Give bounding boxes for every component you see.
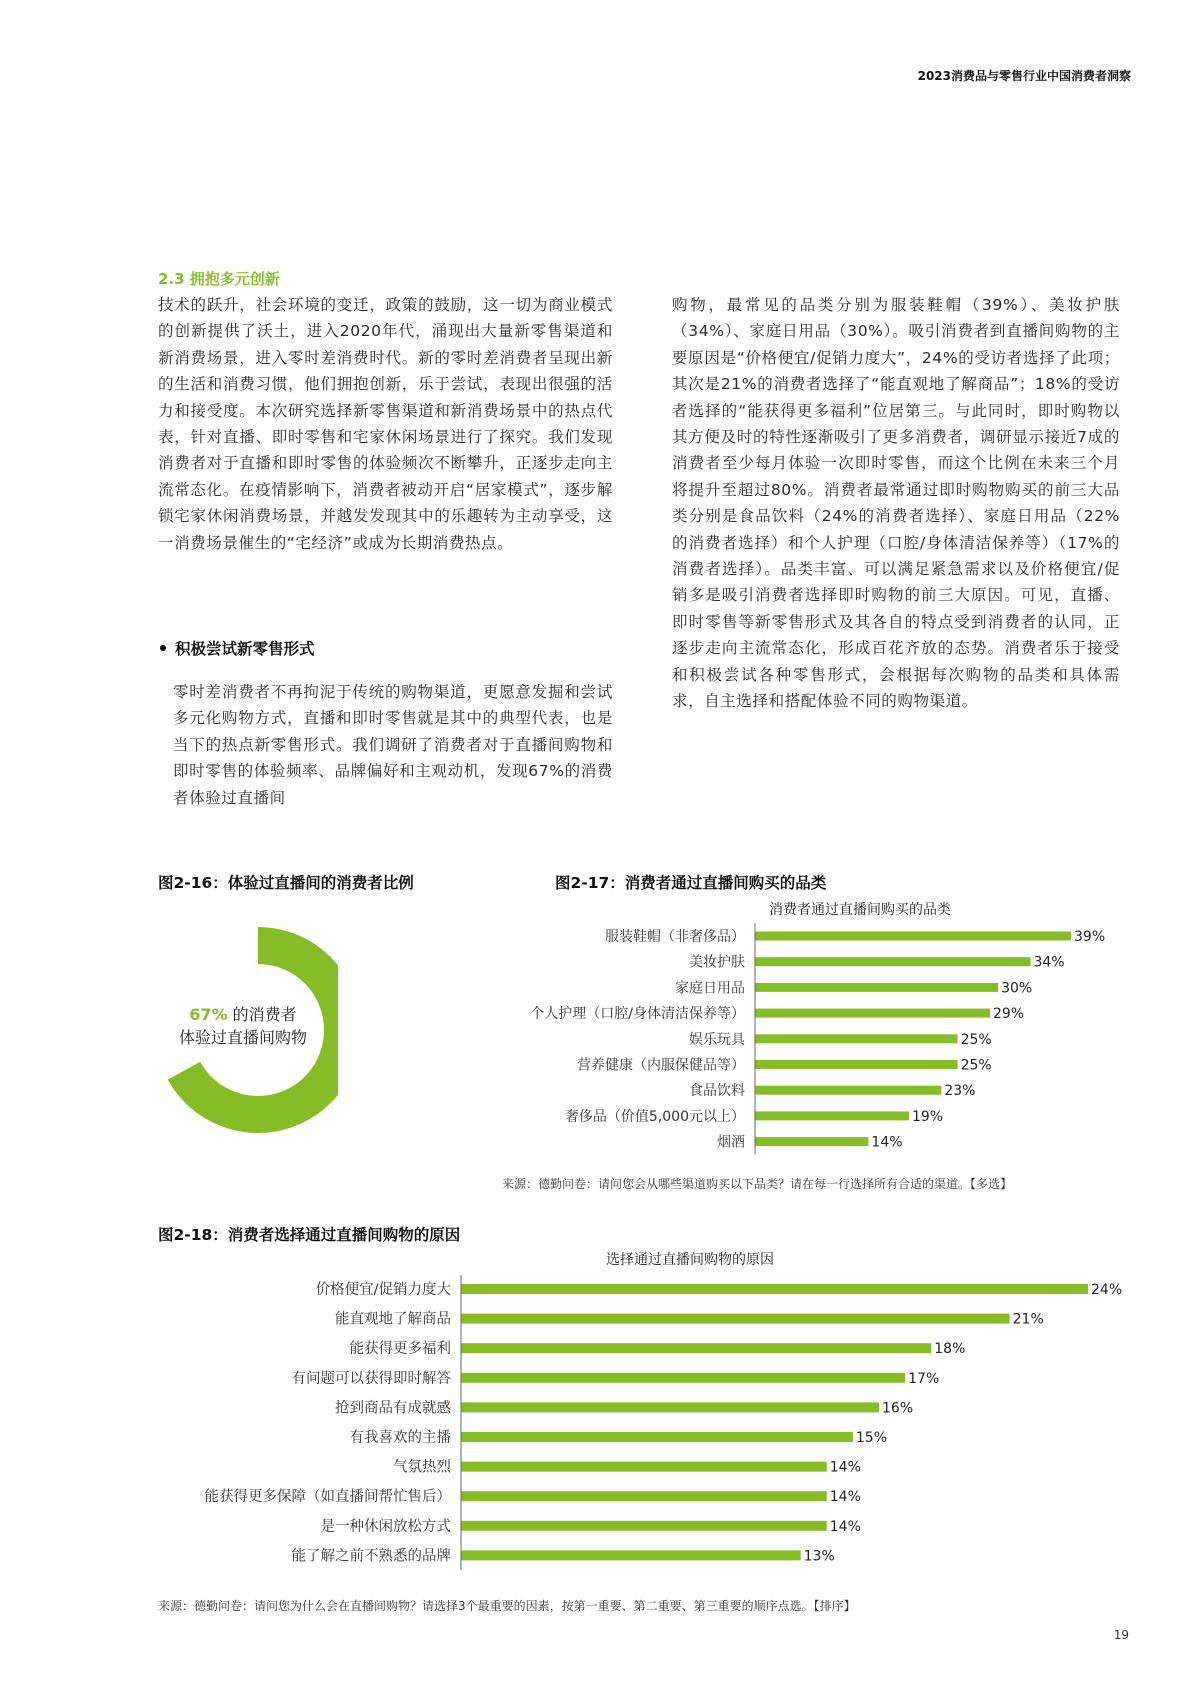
- category-label: 有问题可以获得即时解答: [291, 1370, 451, 1387]
- category-label: 能直观地了解商品: [335, 1311, 451, 1328]
- figure-2-16-title: 图2-16：体验过直播间的消费者比例: [158, 874, 414, 892]
- category-label: 服装鞋帽（非奢侈品）: [605, 929, 745, 945]
- chart-2-17-svg: [440, 922, 1130, 1162]
- category-label: 娱乐玩具: [689, 1031, 745, 1048]
- body-paragraph-new-retail: 零时差消费者不再拘泥于传统的购物渠道，更愿意发掘和尝试多元化购物方式，直播和即时零售就是其中的典型代表，也是当下的热点新零售形式。我们调研了消费者对于直播间购物和即时零售的体验频率、品牌偏好和主观动机，发现67%的消费者体验过直播间: [173, 683, 613, 807]
- value-label: 15%: [855, 1430, 887, 1446]
- value-label: 19%: [911, 1108, 944, 1125]
- value-label: 39%: [1074, 929, 1106, 945]
- category-label: 能获得更多保障（如直播间帮忙售后）: [204, 1489, 451, 1506]
- body-paragraph-right-column: 购物，最常见的品类分别为服装鞋帽（39%）、美妆护肤（34%）、家庭日用品（30%）。吸引消费者到直播间购物的主要原因是“价格便宜/促销力度大”，24%的受访者选择了此项；其次是21%的消费者选择了“能直观地了解商品”；18%的受访者选择的“能获得更多福利”位居第三。与此同时，即时购物以其方便及时的特性逐渐吸引了更多消费者，调研显示接近7成的消费者至少每月体验一次即时零售，而这个比例在未来三个月将提升至超过80%。消费者最常通过即时购物购买的前三大品类分别是食品饮料（24%的消费者选择）、家庭日用品（22%的消费者选择）和个人护理（口腔/身体清洁保养等）（17%的消费者选择）。品类丰富、可以满足紧急需求以及价格便宜/促销多是吸引消费者选择即时购物的前三大原因。可见，直播、即时零售等新零售形式及其各自的特点受到消费者的认同，正逐步走向主流常态化，形成百花齐放的态势。消费者乐于接受和积极尝试各种零售形式，会根据每次购物的品类和具体需求，自主选择和搭配体验不同的购物渠道。: [672, 296, 1120, 711]
- value-label: 18%: [934, 1341, 966, 1358]
- bar: [755, 1111, 909, 1120]
- bullet-heading-text: 积极尝试新零售形式: [175, 640, 315, 658]
- category-label: 奢侈品（价值5,000元以上）: [564, 1108, 745, 1125]
- value-label: 16%: [882, 1400, 914, 1417]
- value-label: 14%: [829, 1518, 861, 1535]
- report-header-title: 2023消费品与零售行业中国消费者洞察: [917, 69, 1131, 83]
- figure-2-17-title: 图2-17：消费者通过直播间购买的品类: [555, 874, 827, 892]
- bar: [461, 1521, 827, 1531]
- value-label: 29%: [992, 1006, 1025, 1023]
- bullet-dot-icon: [160, 645, 166, 651]
- category-label: 食品饮料: [689, 1083, 745, 1100]
- bar: [755, 1060, 958, 1069]
- value-label: 14%: [829, 1489, 861, 1506]
- value-label: 24%: [1091, 1282, 1123, 1298]
- bar: [461, 1491, 827, 1501]
- donut-percent: 67%: [189, 1005, 228, 1024]
- value-label: 23%: [944, 1083, 976, 1100]
- value-label: 14%: [871, 1134, 903, 1151]
- category-label: 价格便宜/促销力度大: [315, 1282, 451, 1298]
- bar: [755, 1137, 868, 1146]
- bar: [461, 1432, 853, 1442]
- donut-center-label: [148, 1003, 338, 1049]
- value-label: 30%: [1001, 980, 1033, 997]
- category-label: 抢到商品有成就感: [335, 1400, 451, 1417]
- section-title: 2.3 拥抱多元创新: [158, 270, 280, 288]
- chart-2-18-source: 来源：德勤问卷：请问您为什么会在直播间购物？请选择3个最重要的因素，按第一重要、第二重要、第三重要的顺序点选。【排序】: [158, 1599, 856, 1613]
- bar: [755, 932, 1071, 941]
- category-label: 能获得更多福利: [349, 1341, 451, 1358]
- chart-2-17-subtitle: 消费者通过直播间购买的品类: [769, 902, 951, 918]
- donut-label-line1: 的消费者: [227, 1005, 297, 1024]
- category-label: 是一种休闲放松方式: [320, 1518, 451, 1535]
- value-label: 13%: [803, 1548, 835, 1565]
- category-label: 有我喜欢的主播: [349, 1430, 451, 1446]
- value-label: 17%: [908, 1370, 940, 1387]
- value-label: 25%: [960, 1031, 992, 1048]
- bullet-heading: [160, 637, 315, 659]
- bar: [461, 1462, 827, 1472]
- bar: [461, 1284, 1088, 1294]
- chart-2-17-source: 来源：德勤问卷：请问您会从哪些渠道购买以下品类？请在每一行选择所有合适的渠道。【多选】: [502, 1177, 1013, 1191]
- category-label: 美妆护肤: [689, 954, 745, 971]
- category-label: 气氛热烈: [393, 1459, 451, 1476]
- donut-label-line2: 体验过直播间购物: [178, 1028, 307, 1047]
- page-number: 19: [1113, 1628, 1129, 1642]
- value-label: 34%: [1033, 954, 1065, 971]
- category-label: 个人护理（口腔/身体清洁保养等）: [530, 1006, 745, 1023]
- category-label: 能了解之前不熟悉的品牌: [291, 1548, 451, 1565]
- value-label: 25%: [960, 1057, 992, 1074]
- body-paragraph-intro: 技术的跃升，社会环境的变迁，政策的鼓励，这一切为商业模式的创新提供了沃土，进入2020年代，涌现出大量新零售渠道和新消费场景，进入零时差消费时代。新的零时差消费者呈现出新的生活和消费习惯，他们拥抱创新，乐于尝试，表现出很强的活力和接受度。本次研究选择新零售渠道和新消费场景中的热点代表，针对直播、即时零售和宅家休闲场景进行了探究。我们发现消费者对于直播和即时零售的体验频次不断攀升，正逐步走向主流常态化。在疫情影响下，消费者被动开启“居家模式”，逐步解锁宅家休闲消费场景，并越发发现其中的乐趣转为主动享受，这一消费场景催生的“宅经济”或成为长期消费热点。: [158, 296, 613, 552]
- bar: [755, 983, 998, 992]
- bar: [461, 1550, 801, 1560]
- bar: [461, 1314, 1010, 1324]
- category-label: 烟酒: [717, 1134, 745, 1151]
- bar: [755, 1034, 958, 1043]
- bar: [461, 1373, 905, 1383]
- bar: [755, 1086, 941, 1095]
- bar: [755, 957, 1030, 966]
- figure-2-18-title: 图2-18：消费者选择通过直播间购物的原因: [158, 1226, 461, 1244]
- value-label: 14%: [829, 1459, 861, 1476]
- bar: [461, 1343, 931, 1353]
- bar: [461, 1402, 879, 1412]
- category-label: 家庭日用品: [675, 980, 745, 997]
- category-label: 营养健康（内服保健品等）: [577, 1057, 745, 1074]
- chart-2-18-subtitle: 选择通过直播间购物的原因: [606, 1252, 774, 1268]
- chart-2-18-svg: [158, 1275, 1138, 1585]
- value-label: 21%: [1012, 1311, 1044, 1328]
- bar: [755, 1009, 990, 1018]
